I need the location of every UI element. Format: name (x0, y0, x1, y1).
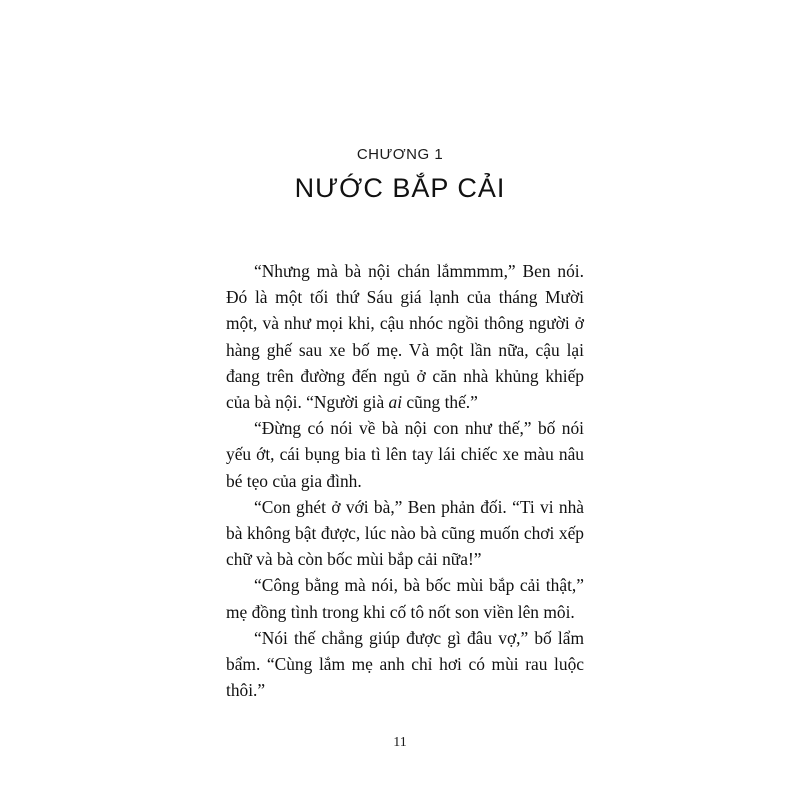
chapter-label: CHƯƠNG 1 (356, 146, 444, 163)
paragraph-4: “Công bằng mà nói, bà bốc mùi bắp cải thật,” mẹ đồng tình trong khi cố tô nốt son viền lên môi. (226, 575, 584, 622)
paragraph-1-after: cũng thế.” (402, 392, 478, 413)
paragraph-3: “Con ghét ở với bà,” Ben phản đối. “Ti vi nhà bà không bật được, lúc nào bà cũng muốn chơi xếp chữ và bà còn bốc mùi bắp cải nữa!” (226, 496, 584, 570)
chapter-title: NƯỚC BẮP CẢI (294, 173, 506, 203)
paragraph-1-before: “Nhưng mà bà nội chán lắmmmm,” Ben nói. Đó là một tối thứ Sáu giá lạnh của tháng Mười một, và như mọi khi, cậu nhóc ngồi thông người ở hàng ghế sau xe bố mẹ. Và một lần nữa, cậu lại đang trên đường đến ngủ ở căn nhà khủng khiếp của bà nội. “Người già (226, 261, 584, 413)
paragraph-2: “Đừng có nói về bà nội con như thế,” bố nói yếu ớt, cái bụng bia tì lên tay lái chiếc xe màu nâu bé tẹo của gia đình. (226, 418, 584, 491)
paragraph-5: “Nói thế chẳng giúp được gì đâu vợ,” bố lẩm bẩm. “Cùng lắm mẹ anh chỉ hơi có mùi rau luộc thôi.” (226, 627, 584, 701)
paragraph-1 (226, 258, 584, 415)
page-number: 11 (393, 735, 407, 750)
paragraph-1-emphasis: ai (388, 392, 403, 413)
body-text (226, 258, 584, 703)
